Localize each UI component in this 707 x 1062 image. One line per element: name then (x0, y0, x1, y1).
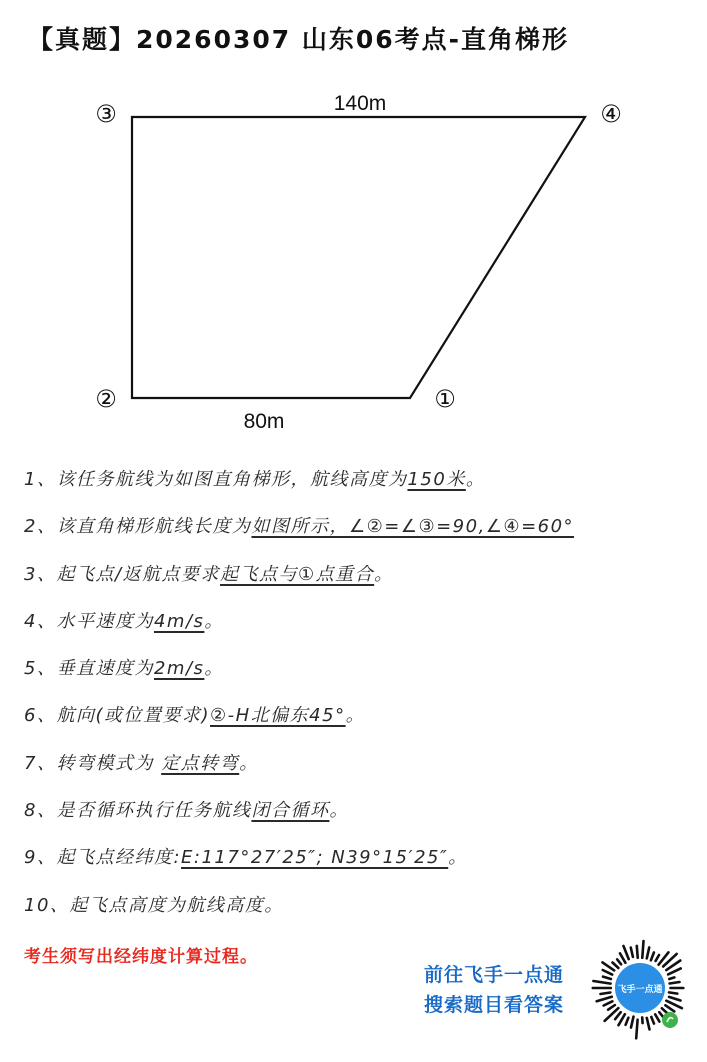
requirement-item: 4、水平速度为4m/s。 (24, 610, 224, 632)
qr-ray (665, 1005, 674, 1011)
requirement-item: 9、起飞点经纬度:E:117°27′25″; N39°15′25″。 (24, 847, 468, 869)
qr-ray (593, 981, 610, 984)
qr-ray (615, 1012, 621, 1019)
qr-ray (631, 948, 633, 957)
qr-ray (617, 959, 621, 964)
qr-ray (637, 946, 638, 958)
point-4-label: ④ (600, 101, 622, 128)
qr-ray (647, 1018, 650, 1030)
requirement-item: 7、转弯模式为 定点转弯。 (24, 752, 259, 774)
qr-ray (601, 993, 611, 995)
qr-ray (655, 1014, 659, 1021)
qr-ray (670, 982, 680, 984)
qr-ray (668, 968, 681, 974)
qr-ray (669, 977, 674, 979)
point-2-label: ② (95, 386, 117, 413)
qr-ray (642, 941, 643, 958)
qr-ray (603, 977, 611, 979)
point-3-label: ③ (95, 101, 117, 128)
qr-ray (613, 963, 619, 969)
qr-ray (659, 1012, 663, 1017)
requirement-item: 10、起飞点高度为航线高度。 (24, 894, 284, 916)
mini-program-code[interactable] (588, 936, 692, 1040)
qr-ray (636, 1020, 637, 1039)
requirement-item: 1、该任务航线为如图直角梯形，航线高度为150米。 (24, 469, 486, 490)
requirement-item: 3、起飞点/返航点要求起飞点与①点重合。 (24, 563, 394, 585)
qr-ray (603, 970, 613, 975)
promo-line-2: 搜索题目看答案 (424, 994, 565, 1016)
qr-ray (619, 1014, 625, 1025)
qr-ray (624, 946, 629, 959)
requirement-item: 6、航向(或位置要求)②-H北偏东45°。 (24, 705, 366, 727)
qr-ray (651, 1017, 654, 1024)
qr-ray (608, 1005, 615, 1010)
qr-center-label: 飞手一点通 (617, 985, 663, 995)
qr-ray (669, 997, 681, 1001)
qr-ray (626, 1018, 629, 1025)
qr-ray (604, 1001, 613, 1005)
promo-line-1: 前往飞手一点通 (424, 964, 565, 986)
qr-ray (597, 997, 612, 1002)
trapezoid-shape (132, 117, 585, 398)
requirement-item: 8、是否循环执行任务航线闭合循环。 (24, 800, 349, 822)
warning-note: 考生须写出经纬度计算过程。 (24, 947, 258, 967)
qr-ray (669, 992, 677, 993)
qr-ray (647, 948, 649, 959)
qr-ray (620, 953, 625, 962)
wechat-badge-icon (662, 1012, 678, 1028)
requirement-item: 2、该直角梯形航线长度为如图所示，∠②=∠③=90,∠④=60° (24, 516, 575, 538)
promo-text (424, 960, 564, 1020)
page-title: 【真题】20260307 山东06考点-直角梯形 (28, 25, 570, 54)
qr-ray (656, 955, 659, 961)
trapezoid-diagram (0, 0, 707, 440)
bottom-length-label: 80m (243, 410, 285, 433)
requirements-list (24, 456, 574, 929)
point-1-label: ① (434, 386, 456, 413)
qr-ray (631, 1017, 634, 1028)
top-length-label: 140m (333, 92, 387, 115)
qr-ray (651, 953, 654, 961)
requirement-item: 5、垂直速度为2m/s。 (24, 658, 224, 680)
